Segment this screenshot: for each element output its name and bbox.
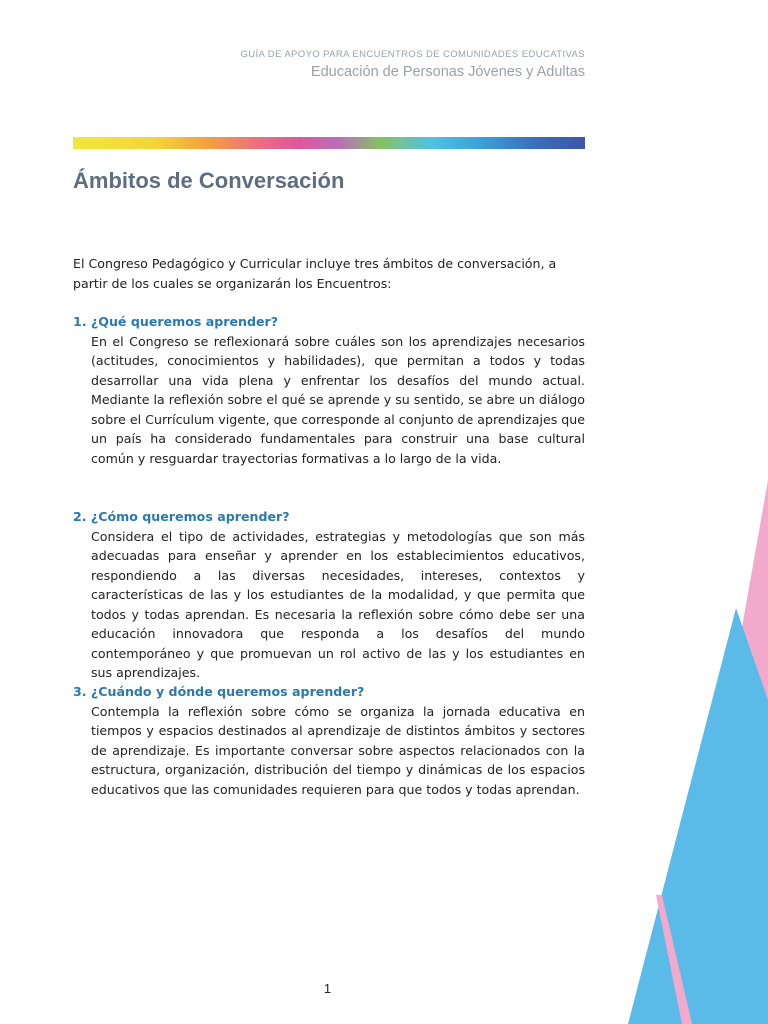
section-2 (73, 507, 585, 683)
section-3-heading: 3. ¿Cuándo y dónde queremos aprender? (73, 684, 365, 699)
rainbow-color-bar (73, 137, 585, 149)
section-3 (73, 682, 585, 799)
section-3-body: Contempla la reflexión sobre cómo se organiza la jornada educativa en tiempos y espacios destinados al aprendizaje de distintos ámbitos y sectores de aprendizaje. Es importante conversar sobre aspectos relacionados con la estructura, organización, distribución del tiempo y dinámicas de los espacios educativos que las comunidades requieren para que todos y todas aprendan. (91, 703, 585, 797)
section-1-body: En el Congreso se reflexionará sobre cuáles son los aprendizajes necesarios (actitudes, conocimientos y habilidades), que permitan a todos y todas desarrollar una vida plena y enfrentar los desafíos del mundo actual. Mediante la reflexión sobre el qué se aprende y su sentido, se abre un diálogo sobre el Currículum vigente, que corresponde al conjunto de aprendizajes que un país ha considerado fundamentales para construir una base cultural común y resguardar trayectorias formativas a lo largo de la vida. (91, 333, 585, 466)
page-header (240, 49, 585, 81)
section-1-heading: 1. ¿Qué queremos aprender? (73, 314, 279, 329)
page-title: Ámbitos de Conversación (73, 168, 345, 193)
header-title: Educación de Personas Jóvenes y Adultas (310, 64, 585, 80)
pink-stripe (656, 895, 692, 1024)
section-2-heading: 2. ¿Cómo queremos aprender? (73, 509, 290, 524)
intro-paragraph (73, 254, 585, 293)
section-1 (73, 312, 585, 468)
intro-text: El Congreso Pedagógico y Curricular incluye tres ámbitos de conversación, a partir de los cuales se organizarán los Encuentros: (73, 256, 557, 291)
blue-triangle (628, 608, 768, 1024)
section-2-body: Considera el tipo de actividades, estrategias y metodologías que son más adecuadas para enseñar y aprender en los establecimientos educativos, respondiendo a las diversas necesidades, intereses, contextos y características de las y los estudiantes de la modalidad, y que permita que todos y todas aprendan. Es necesaria la reflexión sobre cómo debe ser una educación innovadora que responda a los desafíos del mundo contemporáneo y que promuevan un rol activo de las y los estudiantes en sus aprendizajes. (91, 528, 585, 680)
pink-triangle-back (672, 480, 768, 1024)
header-subtitle: GUÍA DE APOYO PARA ENCUENTROS DE COMUNIDADES EDUCATIVAS (240, 49, 585, 60)
page-number: 1 (323, 981, 332, 996)
